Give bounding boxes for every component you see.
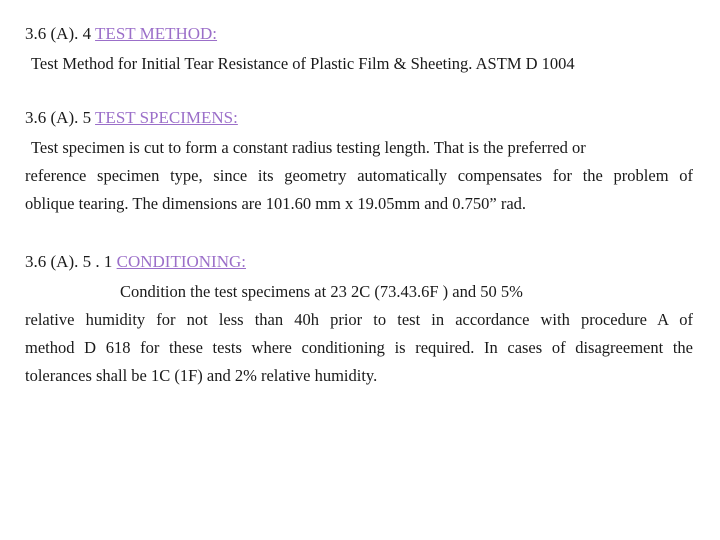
paragraph-line: method D 618 for these tests where conditioning is required. In cases of disagreement the bbox=[25, 338, 693, 357]
paragraph-line: Test Method for Initial Tear Resistance of Plastic Film & Sheeting. ASTM D 1004 bbox=[31, 54, 575, 73]
section-title: TEST METHOD: bbox=[95, 24, 218, 43]
section-number: 3.6 (A). 5 . 1 bbox=[25, 252, 117, 271]
paragraph-line: relative humidity for not less than 40h prior to test in accordance with procedure A of bbox=[25, 310, 693, 329]
section-title: TEST SPECIMENS: bbox=[95, 108, 238, 127]
section-heading-test-method bbox=[25, 24, 217, 44]
paragraph-line: oblique tearing. The dimensions are 101.60 mm x 19.05mm and 0.750” rad. bbox=[25, 194, 527, 213]
paragraph-conditioning bbox=[25, 278, 693, 390]
section-number: 3.6 (A). 4 bbox=[25, 24, 96, 43]
paragraph-line: tolerances shall be 1C (1F) and 2% relative humidity. bbox=[25, 366, 378, 385]
section-heading-test-specimens bbox=[25, 108, 238, 128]
paragraph-test-method bbox=[31, 50, 699, 78]
paragraph-line: Condition the test specimens at 23 2C (73.43.6F ) and 50 5% bbox=[120, 282, 523, 301]
paragraph-test-specimens bbox=[25, 134, 693, 218]
paragraph-line: reference specimen type, since its geometry automatically compensates for the problem of bbox=[25, 166, 693, 185]
section-heading-conditioning bbox=[25, 252, 246, 272]
section-title: CONDITIONING: bbox=[116, 252, 246, 271]
section-number: 3.6 (A). 5 bbox=[25, 108, 96, 127]
paragraph-line: Test specimen is cut to form a constant radius testing length. That is the preferred or bbox=[31, 138, 586, 157]
